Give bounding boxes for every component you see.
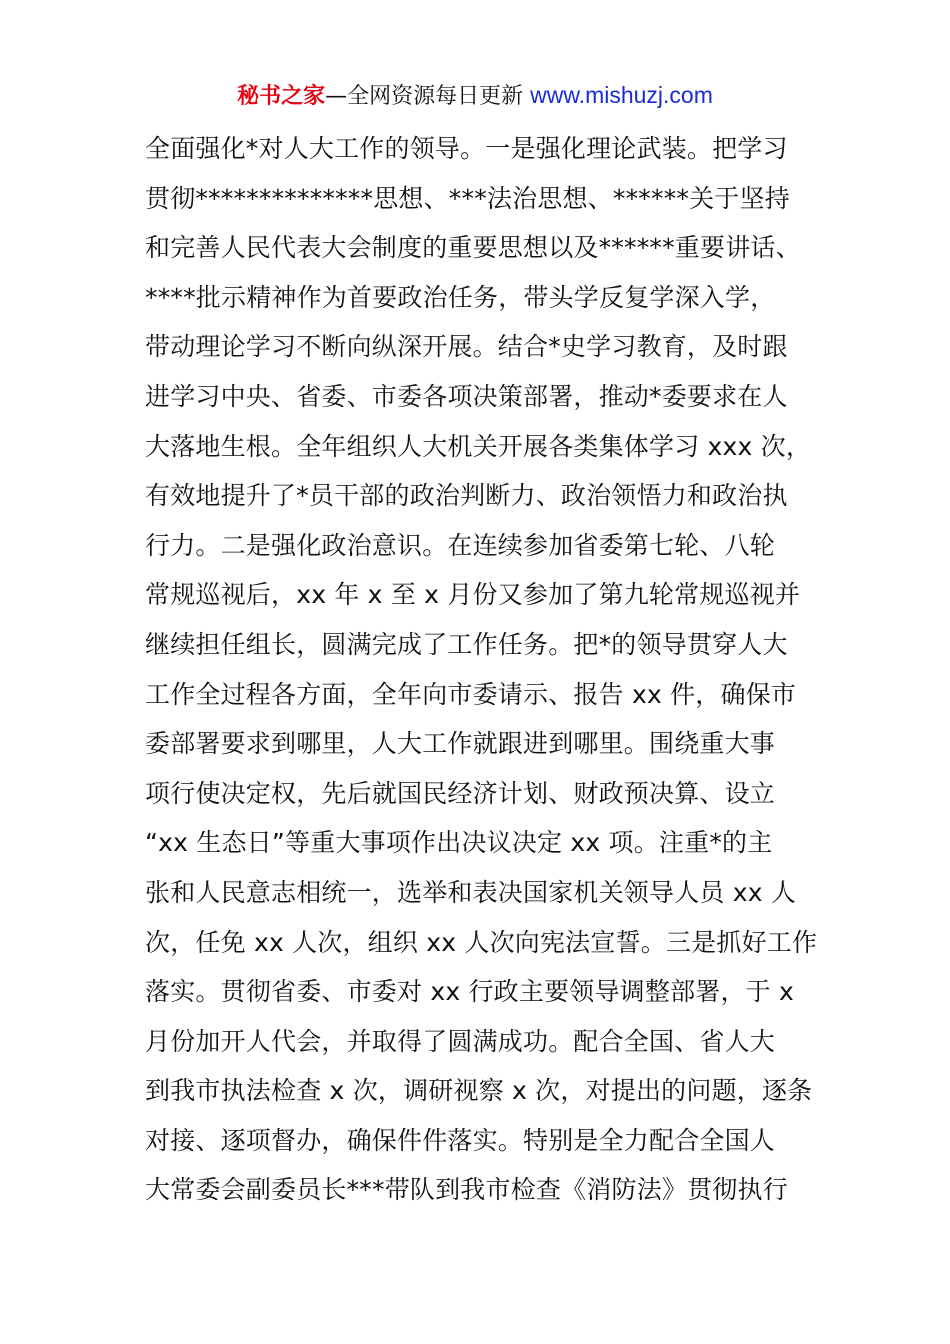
text-line: 进学习中央、省委、市委各项决策部署，推动*委要求在人 [145,381,788,411]
text-line: “xx 生态日”等重大事项作出决议决定 xx 项。注重*的主 [145,828,773,858]
text-line: 次，任免 xx 人次，组织 xx 人次向宪法宣誓。三是抓好工作 [145,927,818,957]
text-line: 有效地提升了*员干部的政治判断力、政治领悟力和政治执 [145,481,788,511]
text-line: 带动理论学习不断向纵深开展。结合*史学习教育，及时跟 [145,332,788,362]
text-line: 贯彻**************思想、***法治思想、******关于坚持 [145,183,790,213]
header-tagline: —全网资源每日更新 [325,84,524,109]
text-line: 大落地生根。全年组织人大机关开展各类集体学习 xxx 次， [145,431,812,461]
text-line: 委部署要求到哪里，人大工作就跟进到哪里。围绕重大事 [145,729,776,759]
text-line: 大常委会副委员长***带队到我市检查《消防法》贯彻执行 [145,1175,788,1205]
text-line: 行力。二是强化政治意识。在连续参加省委第七轮、八轮 [145,530,776,560]
text-line: 落实。贯彻省委、市委对 xx 行政主要领导调整部署，于 x [145,977,795,1007]
text-line: 月份加开人代会，并取得了圆满成功。配合全国、省人大 [145,1026,776,1056]
text-line: 和完善人民代表大会制度的重要思想以及******重要讲话、 [145,233,801,263]
site-header [0,78,950,114]
text-line: 继续担任组长，圆满完成了工作任务。把*的领导贯穿人大 [145,629,788,659]
brand-name: 秘书之家 [237,84,326,109]
text-line: 常规巡视后，xx 年 x 至 x 月份又参加了第九轮常规巡视并 [145,580,801,610]
text-line: 对接、逐项督办，确保件件落实。特别是全力配合全国人 [145,1125,776,1155]
text-line: ****批示精神作为首要政治任务，带头学反复学深入学， [145,282,776,312]
text-line: 全面强化*对人大工作的领导。一是强化理论武装。把学习 [145,134,788,163]
website-link[interactable]: www.mishuzj.com [530,82,713,108]
text-line: 到我市执法检查 x 次，调研视察 x 次，对提出的问题，逐条 [145,1076,813,1106]
document-body [145,124,835,1215]
text-line: 项行使决定权，先后就国民经济计划、财政预决算、设立 [145,778,776,808]
text-line: 张和人民意志相统一，选举和表决国家机关领导人员 xx 人 [145,877,797,907]
text-line: 工作全过程各方面，全年向市委请示、报告 xx 件，确保市 [145,679,797,709]
